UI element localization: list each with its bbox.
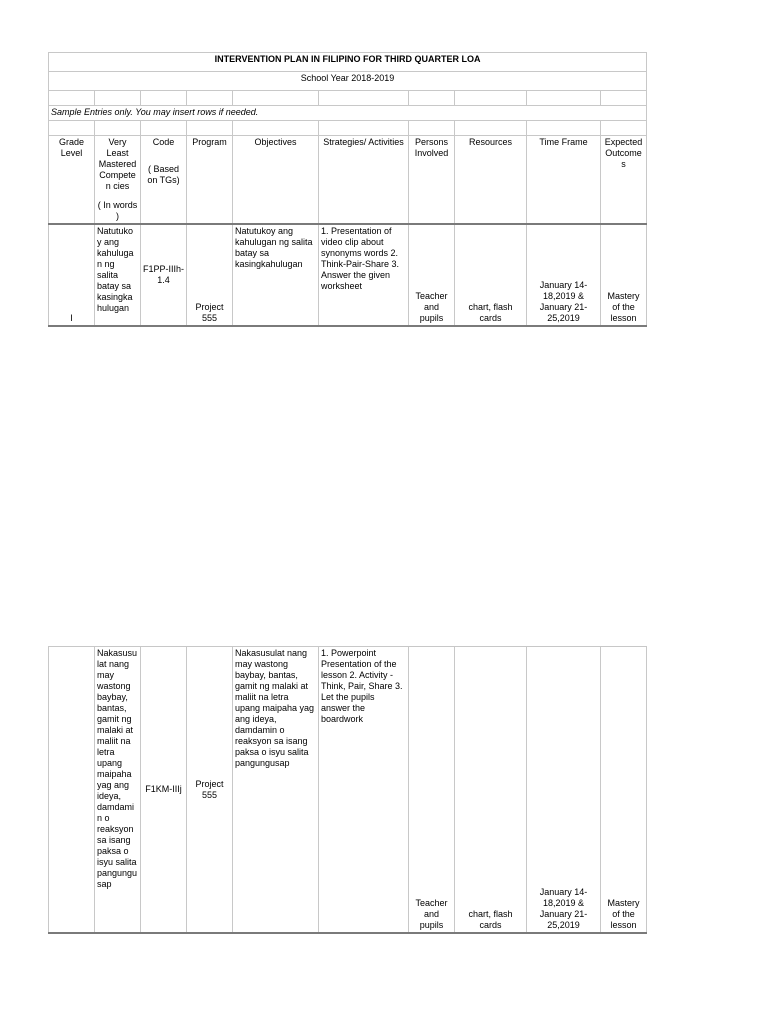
blank-row	[49, 91, 647, 106]
header-resources: Resources	[455, 136, 527, 225]
cell-program: Project 555	[187, 224, 233, 326]
school-year: School Year 2018-2019	[49, 72, 647, 91]
cell-objectives: Nakasusulat nang may wastong baybay, bantas, gamit ng malaki at maliit na letra upang maipaha yag ang ideya, damdamin o reaksyon sa isang paksa o isyu salita pangungusap	[233, 647, 319, 934]
sample-note: Sample Entries only. You may insert rows if needed.	[49, 106, 647, 121]
intervention-plan-table	[48, 52, 647, 327]
table-row	[49, 647, 647, 934]
cell-strategies: 1. Powerpoint Presentation of the lesson 2. Activity - Think, Pair, Share 3. Let the pupils answer the boardwork	[319, 647, 409, 934]
cell-persons: Teacher and pupils	[409, 224, 455, 326]
header-code	[141, 136, 187, 225]
header-row	[49, 136, 647, 225]
header-code-note: ( Based on TGs)	[147, 164, 180, 185]
header-persons: Persons Involved	[409, 136, 455, 225]
cell-expected: Mastery of the lesson	[601, 647, 647, 934]
header-expected: Expected Outcome s	[601, 136, 647, 225]
header-least-mastered	[95, 136, 141, 225]
cell-time-frame: January 14-18,2019 & January 21-25,2019	[527, 647, 601, 934]
header-grade-level: Grade Level	[49, 136, 95, 225]
intervention-plan-table-continued	[48, 646, 647, 934]
cell-grade: I	[49, 224, 95, 326]
cell-competency: Nakasusu lat nang may wastong baybay, bantas, gamit ng malaki at maliit na letra upang maipaha yag ang ideya, damdami n o reaksyon sa isang paksa o isyu salita pangungu sap	[95, 647, 141, 934]
header-code-label: Code	[152, 137, 175, 147]
cell-resources: chart, flash cards	[455, 224, 527, 326]
header-objectives: Objectives	[233, 136, 319, 225]
cell-strategies: 1. Presentation of video clip about synonyms words 2. Think-Pair-Share 3. Answer the given worksheet	[319, 224, 409, 326]
cell-program: Project 555	[187, 647, 233, 934]
plan-title: INTERVENTION PLAN IN FILIPINO FOR THIRD QUARTER LOA	[49, 53, 647, 72]
blank-row	[49, 121, 647, 136]
header-least-mastered-label: Very Least Mastered Competen cies	[98, 137, 137, 191]
header-strategies: Strategies/ Activities	[319, 136, 409, 225]
header-least-mastered-note: ( In words )	[97, 200, 138, 221]
cell-time-frame: January 14-18,2019 & January 21-25,2019	[527, 224, 601, 326]
table-row	[49, 224, 647, 326]
cell-grade	[49, 647, 95, 934]
header-program: Program	[187, 136, 233, 225]
cell-code: F1PP-IIIh-1.4	[141, 224, 187, 326]
cell-resources: chart, flash cards	[455, 647, 527, 934]
cell-code: F1KM-IIIj	[141, 647, 187, 934]
cell-expected: Mastery of the lesson	[601, 224, 647, 326]
cell-persons: Teacher and pupils	[409, 647, 455, 934]
cell-objectives: Natutukoy ang kahulugan ng salita batay sa kasingkahulugan	[233, 224, 319, 326]
header-time-frame: Time Frame	[527, 136, 601, 225]
cell-competency: Natutuko y ang kahuluga n ng salita batay sa kasingka hulugan	[95, 224, 141, 326]
